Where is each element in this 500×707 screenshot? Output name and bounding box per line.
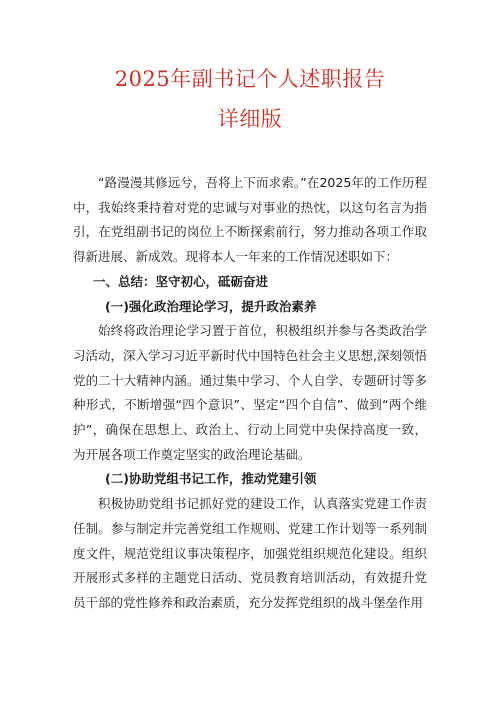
section-heading-1: 一、总结：坚守初心，砥砺奋进 [93, 273, 269, 289]
subsection-heading-1: (一)强化政治理论学习，提升政治素养 [105, 298, 317, 314]
document-body [73, 171, 427, 616]
subsection-body-1: 始终将政治理论学习置于首位，积极组织并参与各类政治学习活动，深入学习习近平新时代中国特色社会主义思想,深刻领悟党的二十大精神内涵。通过集中学习、个人自学、专题研讨等多种形式，不断增强“四个意识”、坚定“四个自信”、做到“两个维护”，确保在思想上、政治上、行动上同党中央保持高度一致，为开展各项工作奠定坚实的政治理论基础。 [73, 323, 427, 462]
document-title: 2025年副书记个人述职报告 [114, 67, 386, 91]
intro-paragraph: “路漫漫其修远兮，吾将上下而求索。”在2025年的工作历程中，我始终秉持着对党的忠诚与对事业的热忱，以这句名言为指引，在党组副书记的岗位上不断探索前行，努力推动各项工作取得新进展、新成效。现将本人一年来的工作情况述职如下： [73, 175, 427, 265]
subsection-heading-2: (二)协助党组书记工作，推动党建引领 [105, 471, 317, 487]
subsection-body-2: 积极协助党组书记抓好党的建设工作，认真落实党建工作责任制。参与制定并完善党组工作规则、党建工作计划等一系列制度文件，规范党组议事决策程序，加强党组织规范化建设。组织开展形式多样的主题党日活动、党员教育培训活动，有效提升党员干部的党性修养和政治素质，充分发挥党组织的战斗堡垒作用 [73, 496, 427, 610]
document-subtitle: 详细版 [217, 107, 283, 131]
